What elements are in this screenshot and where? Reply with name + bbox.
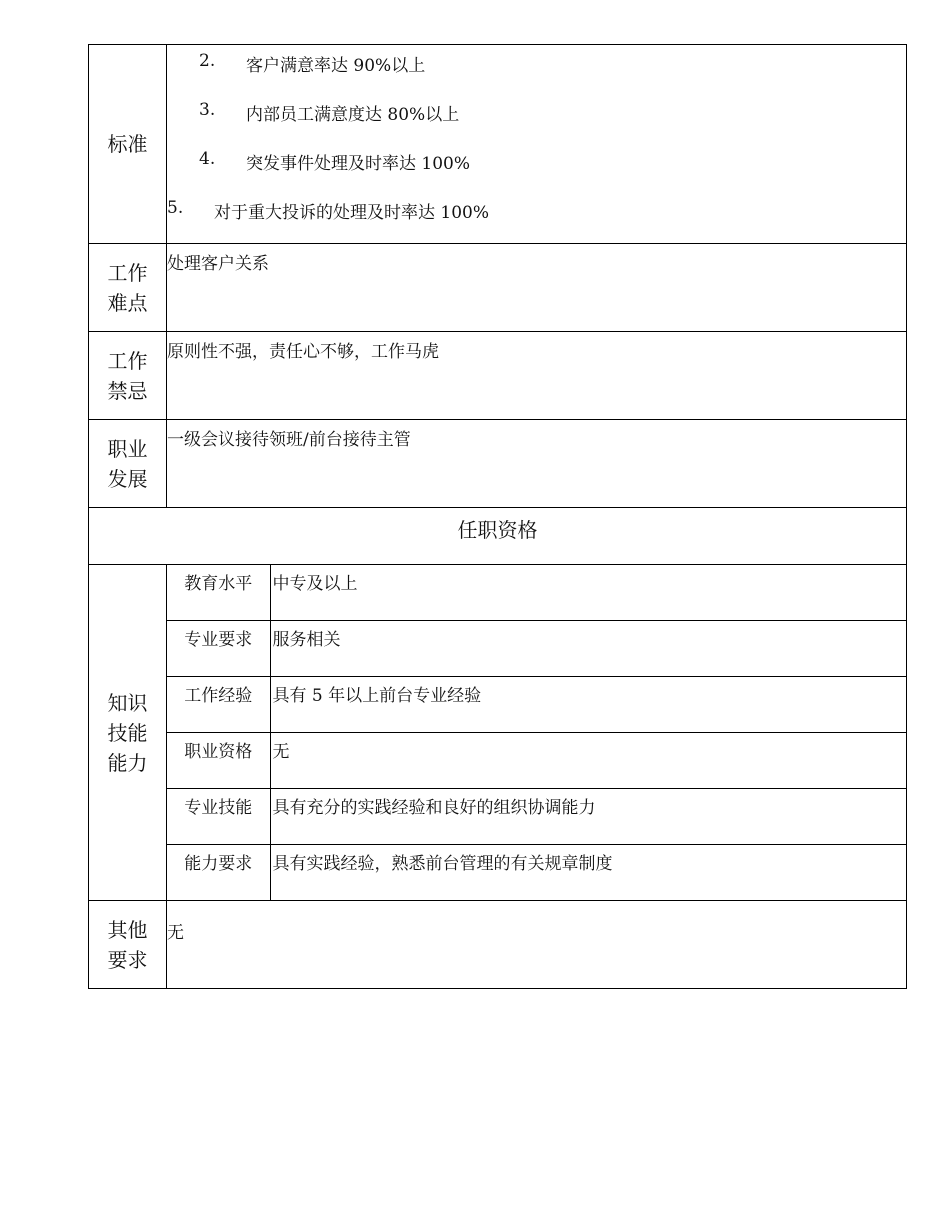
qualification-header-row xyxy=(89,508,907,565)
skill-value: 中专及以上 xyxy=(270,565,907,621)
list-item-number: 5. xyxy=(167,198,184,218)
career-label-line2: 发展 xyxy=(107,466,148,491)
other-label xyxy=(89,901,167,989)
job-description-table xyxy=(88,44,907,989)
skill-value: 具有充分的实践经验和良好的组织协调能力 xyxy=(270,789,907,845)
taboo-content xyxy=(167,332,907,420)
difficulty-row xyxy=(89,244,907,332)
difficulty-label-line2: 难点 xyxy=(107,290,148,315)
skill-value: 无 xyxy=(270,733,907,789)
list-item xyxy=(167,47,906,96)
list-item-number: 2. xyxy=(199,51,216,71)
list-item-text: 对于重大投诉的处理及时率达 100% xyxy=(214,203,490,223)
difficulty-label-line1: 工作 xyxy=(107,260,148,285)
skills-row xyxy=(89,565,907,901)
career-label-line1: 职业 xyxy=(107,436,148,461)
taboo-label-line2: 禁忌 xyxy=(107,378,148,403)
other-content xyxy=(167,901,907,989)
skill-name: 教育水平 xyxy=(167,565,270,621)
career-label xyxy=(89,420,167,508)
skill-name: 工作经验 xyxy=(167,677,270,733)
table-row xyxy=(167,565,907,621)
standards-label xyxy=(89,45,167,244)
skill-name: 专业技能 xyxy=(167,789,270,845)
career-row xyxy=(89,420,907,508)
table-row xyxy=(167,677,907,733)
skills-label-line1: 知识 xyxy=(107,690,148,715)
skill-value: 具有 5 年以上前台专业经验 xyxy=(270,677,907,733)
list-item-text: 客户满意率达 90%以上 xyxy=(246,56,426,76)
standards-row xyxy=(89,45,907,244)
standards-list xyxy=(167,45,906,243)
skill-value: 具有实践经验，熟悉前台管理的有关规章制度 xyxy=(272,854,613,874)
other-row xyxy=(89,901,907,989)
skills-label-line3: 能力 xyxy=(107,750,148,775)
career-content xyxy=(167,420,907,508)
skills-label xyxy=(89,565,167,901)
list-item-number: 3. xyxy=(199,100,216,120)
list-item xyxy=(167,96,906,145)
list-item-text: 突发事件处理及时率达 100% xyxy=(246,154,471,174)
difficulty-text: 处理客户关系 xyxy=(167,254,269,274)
qualification-title: 任职资格 xyxy=(89,508,907,565)
table-row xyxy=(167,789,907,845)
list-item-text: 内部员工满意度达 80%以上 xyxy=(246,105,460,125)
table-row xyxy=(167,621,907,677)
table-row xyxy=(167,733,907,789)
taboo-label xyxy=(89,332,167,420)
taboo-text: 原则性不强，责任心不够，工作马虎 xyxy=(167,342,439,362)
skill-name: 职业资格 xyxy=(167,733,270,789)
other-label-line2: 要求 xyxy=(107,947,148,972)
skills-table xyxy=(167,565,907,900)
list-item xyxy=(167,145,906,194)
table-row xyxy=(167,845,907,901)
skill-name: 专业要求 xyxy=(167,621,270,677)
skills-label-line2: 技能 xyxy=(107,720,148,745)
taboo-label-line1: 工作 xyxy=(107,348,148,373)
career-text: 一级会议接待领班/前台接待主管 xyxy=(167,430,411,450)
difficulty-label xyxy=(89,244,167,332)
standards-content xyxy=(167,45,907,244)
other-text: 无 xyxy=(167,923,184,943)
standards-label-text: 标准 xyxy=(107,132,148,156)
skills-content xyxy=(167,565,907,901)
list-item xyxy=(167,194,906,243)
skill-name: 能力要求 xyxy=(167,845,270,901)
list-item-number: 4. xyxy=(199,149,216,169)
difficulty-content xyxy=(167,244,907,332)
other-label-line1: 其他 xyxy=(107,917,148,942)
taboo-row xyxy=(89,332,907,420)
skill-value: 服务相关 xyxy=(270,621,907,677)
